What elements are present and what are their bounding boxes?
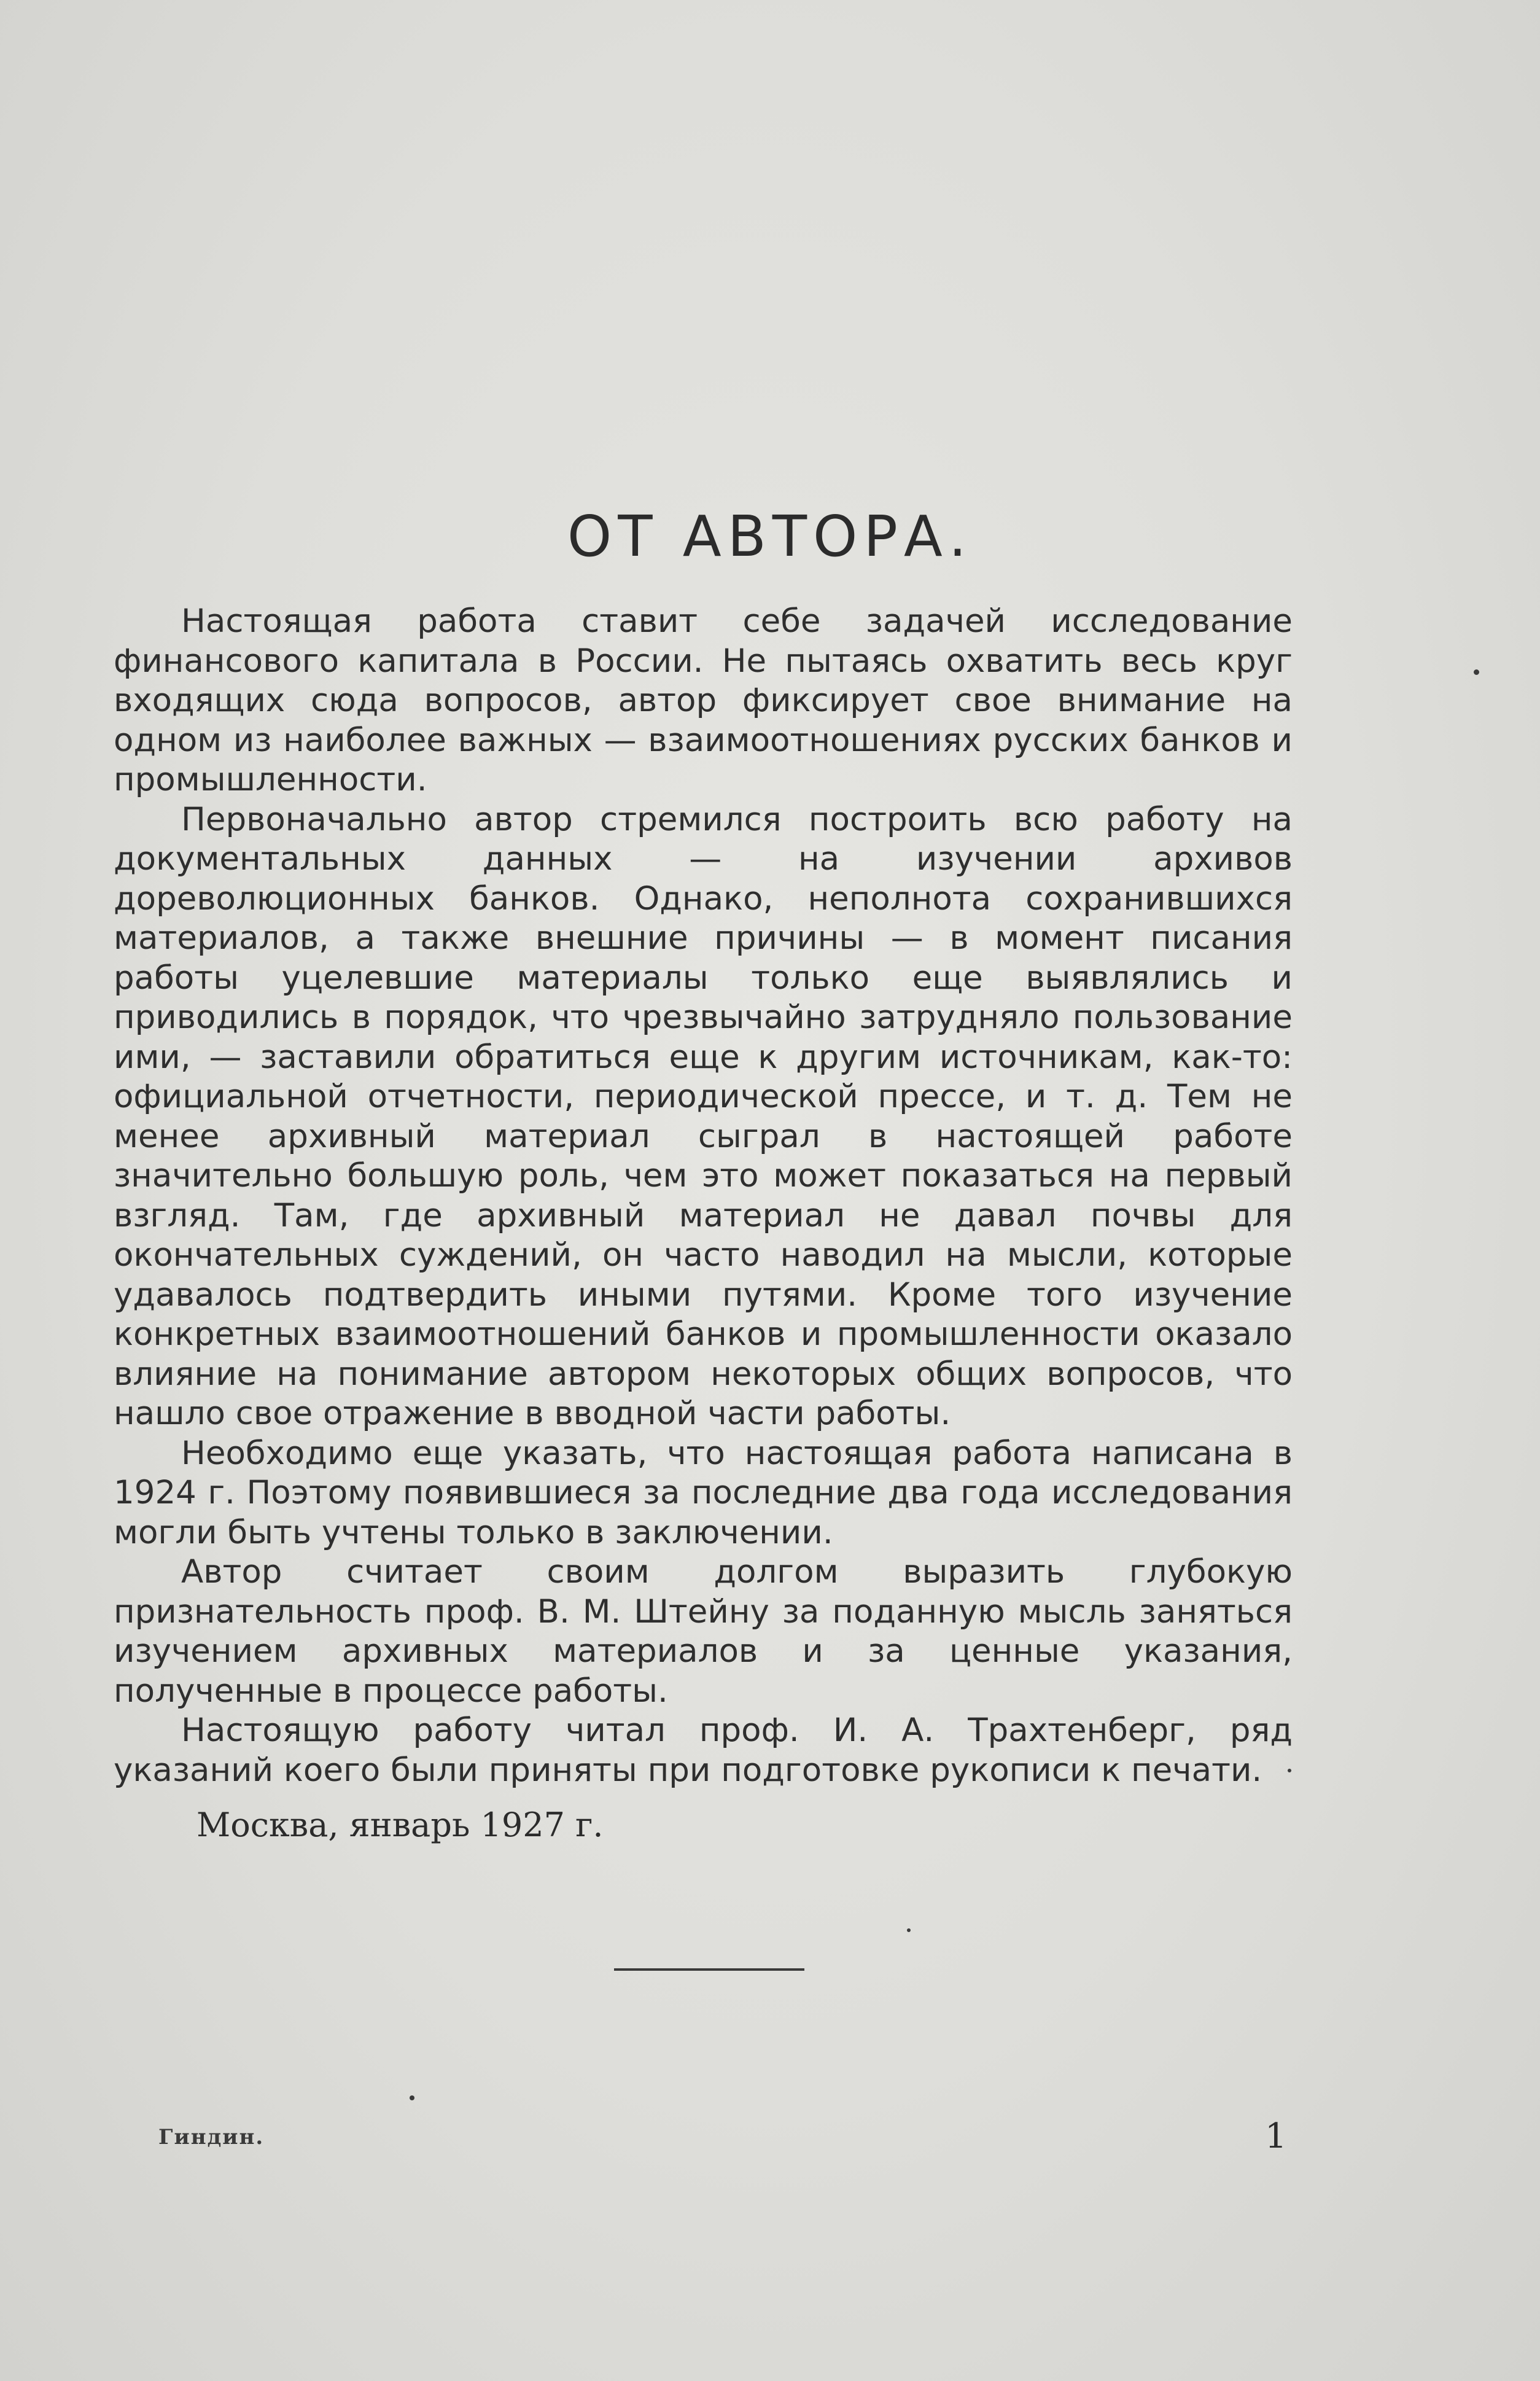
ink-speck [410, 2095, 414, 2100]
divider-rule [614, 1968, 804, 1971]
ink-speck [1288, 1769, 1291, 1772]
paragraph-4: Автор считает своим долгом выразить глубокую признательность проф. В. М. Штейну за поданную мысль заняться изучением архивных материалов и за ценные указания, полученные в процессе работы. [114, 1553, 1293, 1710]
paragraph-2: Первоначально автор стремился построить всю работу на документальных данных — на изучении архивов дореволюционных банков. Однако, неполнота сохранившихся материалов, а также внешние причины — в момент писания работы уцелевшие материалы только еще выявлялись и приводились в порядок, что чрезвычайно затрудняло пользование ими, — заставили обратиться еще к другим источникам, как-то: официальной отчетности, периодической прессе, и т. д. Тем не менее архивный материал сыграл в настоящей работе значительно большую роль, чем это может показаться на первый взгляд. Там, где архивный материал не давал почвы для окончательных суждений, он часто наводил на мысли, которые удавалось подтвердить иными путями. Кроме того изучение конкретных взаимоотношений банков и промышленности оказало влияние на понимание автором некоторых общих вопросов, что нашло свое отражение в вводной части работы. [114, 800, 1293, 1432]
page-title: ОТ АВТОРА. [567, 504, 973, 569]
page-number: 1 [1265, 2116, 1287, 2156]
preface-text [114, 602, 1293, 1790]
place-date-signature: Москва, январь 1927 г. [196, 1806, 604, 1844]
paragraph-1: Настоящая работа ставит себе задачей исследование финансового капитала в России. Не пытаясь охватить весь круг входящих сюда вопросов, автор фиксирует свое внимание на одном из наиболее важных — взаимоотношениях русских банков и промышленности. [114, 602, 1293, 798]
paragraph-3: Необходимо еще указать, что настоящая работа написана в 1924 г. Поэтому появившиеся за последние два года исследования могли быть учтены только в заключении. [114, 1434, 1293, 1551]
ink-speck [907, 1928, 911, 1932]
ink-speck [1474, 669, 1479, 675]
footer-author-name: Гиндин. [158, 2125, 265, 2149]
paragraph-5: Настоящую работу читал проф. И. А. Трахтенберг, ряд указаний коего были приняты при подготовке рукописи к печати. [114, 1712, 1293, 1789]
